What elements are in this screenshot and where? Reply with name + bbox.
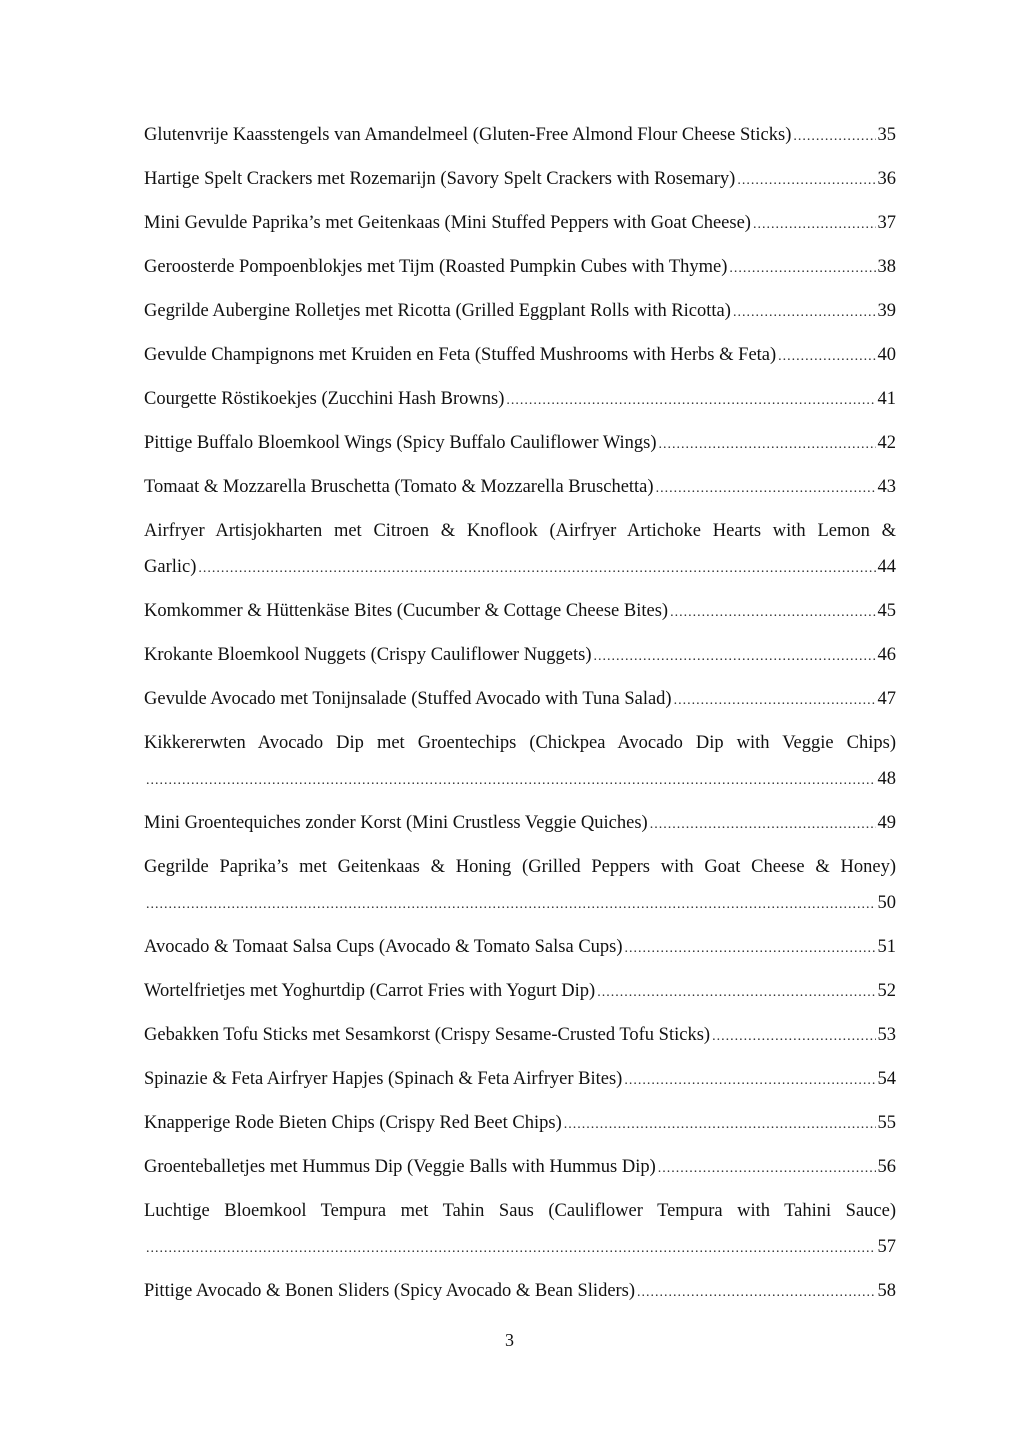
toc-entry-title: Gegrilde Aubergine Rolletjes met Ricotta (Grilled Eggplant Rolls with Ricotta) (144, 301, 731, 321)
toc-entry-title: Krokante Bloemkool Nuggets (Crispy Cauliflower Nuggets) (144, 645, 592, 665)
toc-entry-title: Gegrilde Paprika’s met Geitenkaas & Honing (Grilled Peppers with Goat Cheese & Honey) (144, 857, 896, 877)
toc-leader-dots (625, 934, 876, 964)
toc-leader-dots (670, 598, 875, 628)
toc-entry-page: 39 (877, 301, 896, 321)
toc-leader-dots (658, 1154, 876, 1184)
toc-leader-dots (733, 298, 876, 328)
toc-entry-title: Pittige Buffalo Bloemkool Wings (Spicy Buffalo Cauliflower Wings) (144, 433, 657, 453)
toc-leader-dots (793, 122, 875, 152)
toc-entry-title: Knapperige Rode Bieten Chips (Crispy Red Beet Chips) (144, 1113, 562, 1133)
toc-entry[interactable] (144, 384, 896, 414)
toc-entry[interactable] (144, 932, 896, 962)
toc-leader-dots (594, 642, 876, 672)
toc-entry-page: 57 (877, 1237, 896, 1257)
toc-entry[interactable] (144, 1064, 896, 1094)
toc-entry-title: Luchtige Bloemkool Tempura met Tahin Saus (Cauliflower Tempura with Tahini Sauce) (144, 1201, 896, 1221)
toc-entry[interactable] (144, 852, 896, 918)
toc-entry-page: 41 (877, 389, 896, 409)
toc-entry-title: Tomaat & Mozzarella Bruschetta (Tomato & Mozzarella Bruschetta) (144, 477, 654, 497)
toc-leader-dots (198, 554, 875, 584)
toc-leader-dots (597, 978, 875, 1008)
toc-entry-page: 50 (877, 893, 896, 913)
toc-entry-page: 58 (877, 1281, 896, 1301)
toc-leader-dots (146, 890, 876, 920)
toc-entry-page: 52 (877, 981, 896, 1001)
table-of-contents (144, 120, 896, 1320)
toc-entry-page: 38 (877, 257, 896, 277)
toc-entry-title: Gevulde Champignons met Kruiden en Feta (Stuffed Mushrooms with Herbs & Feta) (144, 345, 777, 365)
toc-entry-title: Airfryer Artisjokharten met Citroen & Knoflook (Airfryer Artichoke Hearts with Lemon & (144, 521, 896, 541)
toc-entry-title: Groenteballetjes met Hummus Dip (Veggie Balls with Hummus Dip) (144, 1157, 656, 1177)
toc-entry[interactable] (144, 296, 896, 326)
toc-leader-dots (146, 766, 876, 796)
toc-entry[interactable] (144, 976, 896, 1006)
toc-entry[interactable] (144, 120, 896, 150)
toc-leader-dots (506, 386, 875, 416)
toc-entry-page: 42 (877, 433, 896, 453)
toc-entry-title: Gevulde Avocado met Tonijnsalade (Stuffed Avocado with Tuna Salad) (144, 689, 672, 709)
toc-entry-title: Pittige Avocado & Bonen Sliders (Spicy Avocado & Bean Sliders) (144, 1281, 636, 1301)
toc-entry-title-continued: Garlic) (144, 557, 197, 577)
toc-entry[interactable] (144, 208, 896, 238)
toc-leader-dots (656, 474, 876, 504)
toc-entry[interactable] (144, 428, 896, 458)
toc-leader-dots (737, 166, 875, 196)
toc-leader-dots (729, 254, 875, 284)
toc-entry-page: 44 (877, 557, 896, 577)
toc-entry-title: Wortelfrietjes met Yoghurtdip (Carrot Fries with Yogurt Dip) (144, 981, 596, 1001)
toc-entry[interactable] (144, 1108, 896, 1138)
toc-entry-page: 49 (877, 813, 896, 833)
toc-entry-title: Mini Groentequiches zonder Korst (Mini Crustless Veggie Quiches) (144, 813, 648, 833)
toc-entry[interactable] (144, 596, 896, 626)
toc-entry-page: 47 (877, 689, 896, 709)
toc-entry-title: Glutenvrije Kaasstengels van Amandelmeel (Gluten-Free Almond Flour Cheese Sticks) (144, 125, 792, 145)
toc-entry-page: 36 (877, 169, 896, 189)
toc-entry[interactable] (144, 808, 896, 838)
toc-leader-dots (564, 1110, 876, 1140)
toc-leader-dots (650, 810, 876, 840)
toc-entry[interactable] (144, 728, 896, 794)
toc-entry-title: Komkommer & Hüttenkäse Bites (Cucumber & Cottage Cheese Bites) (144, 601, 669, 621)
toc-entry-page: 53 (877, 1025, 896, 1045)
toc-leader-dots (146, 1234, 876, 1264)
toc-leader-dots (624, 1066, 875, 1096)
toc-entry-title: Mini Gevulde Paprika’s met Geitenkaas (Mini Stuffed Peppers with Goat Cheese) (144, 213, 751, 233)
toc-entry-title: Hartige Spelt Crackers met Rozemarijn (Savory Spelt Crackers with Rosemary) (144, 169, 736, 189)
toc-entry-title: Gebakken Tofu Sticks met Sesamkorst (Crispy Sesame-Crusted Tofu Sticks) (144, 1025, 711, 1045)
toc-entry-title: Avocado & Tomaat Salsa Cups (Avocado & Tomato Salsa Cups) (144, 937, 623, 957)
toc-entry[interactable] (144, 684, 896, 714)
toc-entry[interactable] (144, 640, 896, 670)
toc-entry[interactable] (144, 164, 896, 194)
toc-leader-dots (637, 1278, 875, 1308)
toc-entry-title: Geroosterde Pompoenblokjes met Tijm (Roasted Pumpkin Cubes with Thyme) (144, 257, 728, 277)
toc-entry-page: 56 (877, 1157, 896, 1177)
toc-entry-title: Courgette Röstikoekjes (Zucchini Hash Browns) (144, 389, 505, 409)
toc-entry-page: 48 (877, 769, 896, 789)
toc-entry-page: 40 (877, 345, 896, 365)
toc-entry[interactable] (144, 340, 896, 370)
toc-entry-page: 35 (877, 125, 896, 145)
toc-entry-page: 43 (877, 477, 896, 497)
page-number: 3 (505, 1330, 514, 1350)
toc-entry[interactable] (144, 1276, 896, 1306)
toc-entry-page: 54 (877, 1069, 896, 1089)
toc-entry-page: 37 (877, 213, 896, 233)
toc-leader-dots (659, 430, 876, 460)
toc-entry[interactable] (144, 1196, 896, 1262)
toc-entry-page: 51 (877, 937, 896, 957)
toc-entry[interactable] (144, 516, 896, 582)
toc-entry[interactable] (144, 472, 896, 502)
toc-leader-dots (778, 342, 875, 372)
toc-entry[interactable] (144, 252, 896, 282)
toc-entry-title: Kikkererwten Avocado Dip met Groentechips (Chickpea Avocado Dip with Veggie Chips) (144, 733, 896, 753)
toc-leader-dots (753, 210, 876, 240)
toc-leader-dots (674, 686, 876, 716)
toc-entry-page: 55 (877, 1113, 896, 1133)
toc-leader-dots (712, 1022, 875, 1052)
toc-entry-title: Spinazie & Feta Airfryer Hapjes (Spinach & Feta Airfryer Bites) (144, 1069, 623, 1089)
toc-entry[interactable] (144, 1152, 896, 1182)
toc-entry[interactable] (144, 1020, 896, 1050)
toc-entry-page: 45 (877, 601, 896, 621)
toc-entry-page: 46 (877, 645, 896, 665)
